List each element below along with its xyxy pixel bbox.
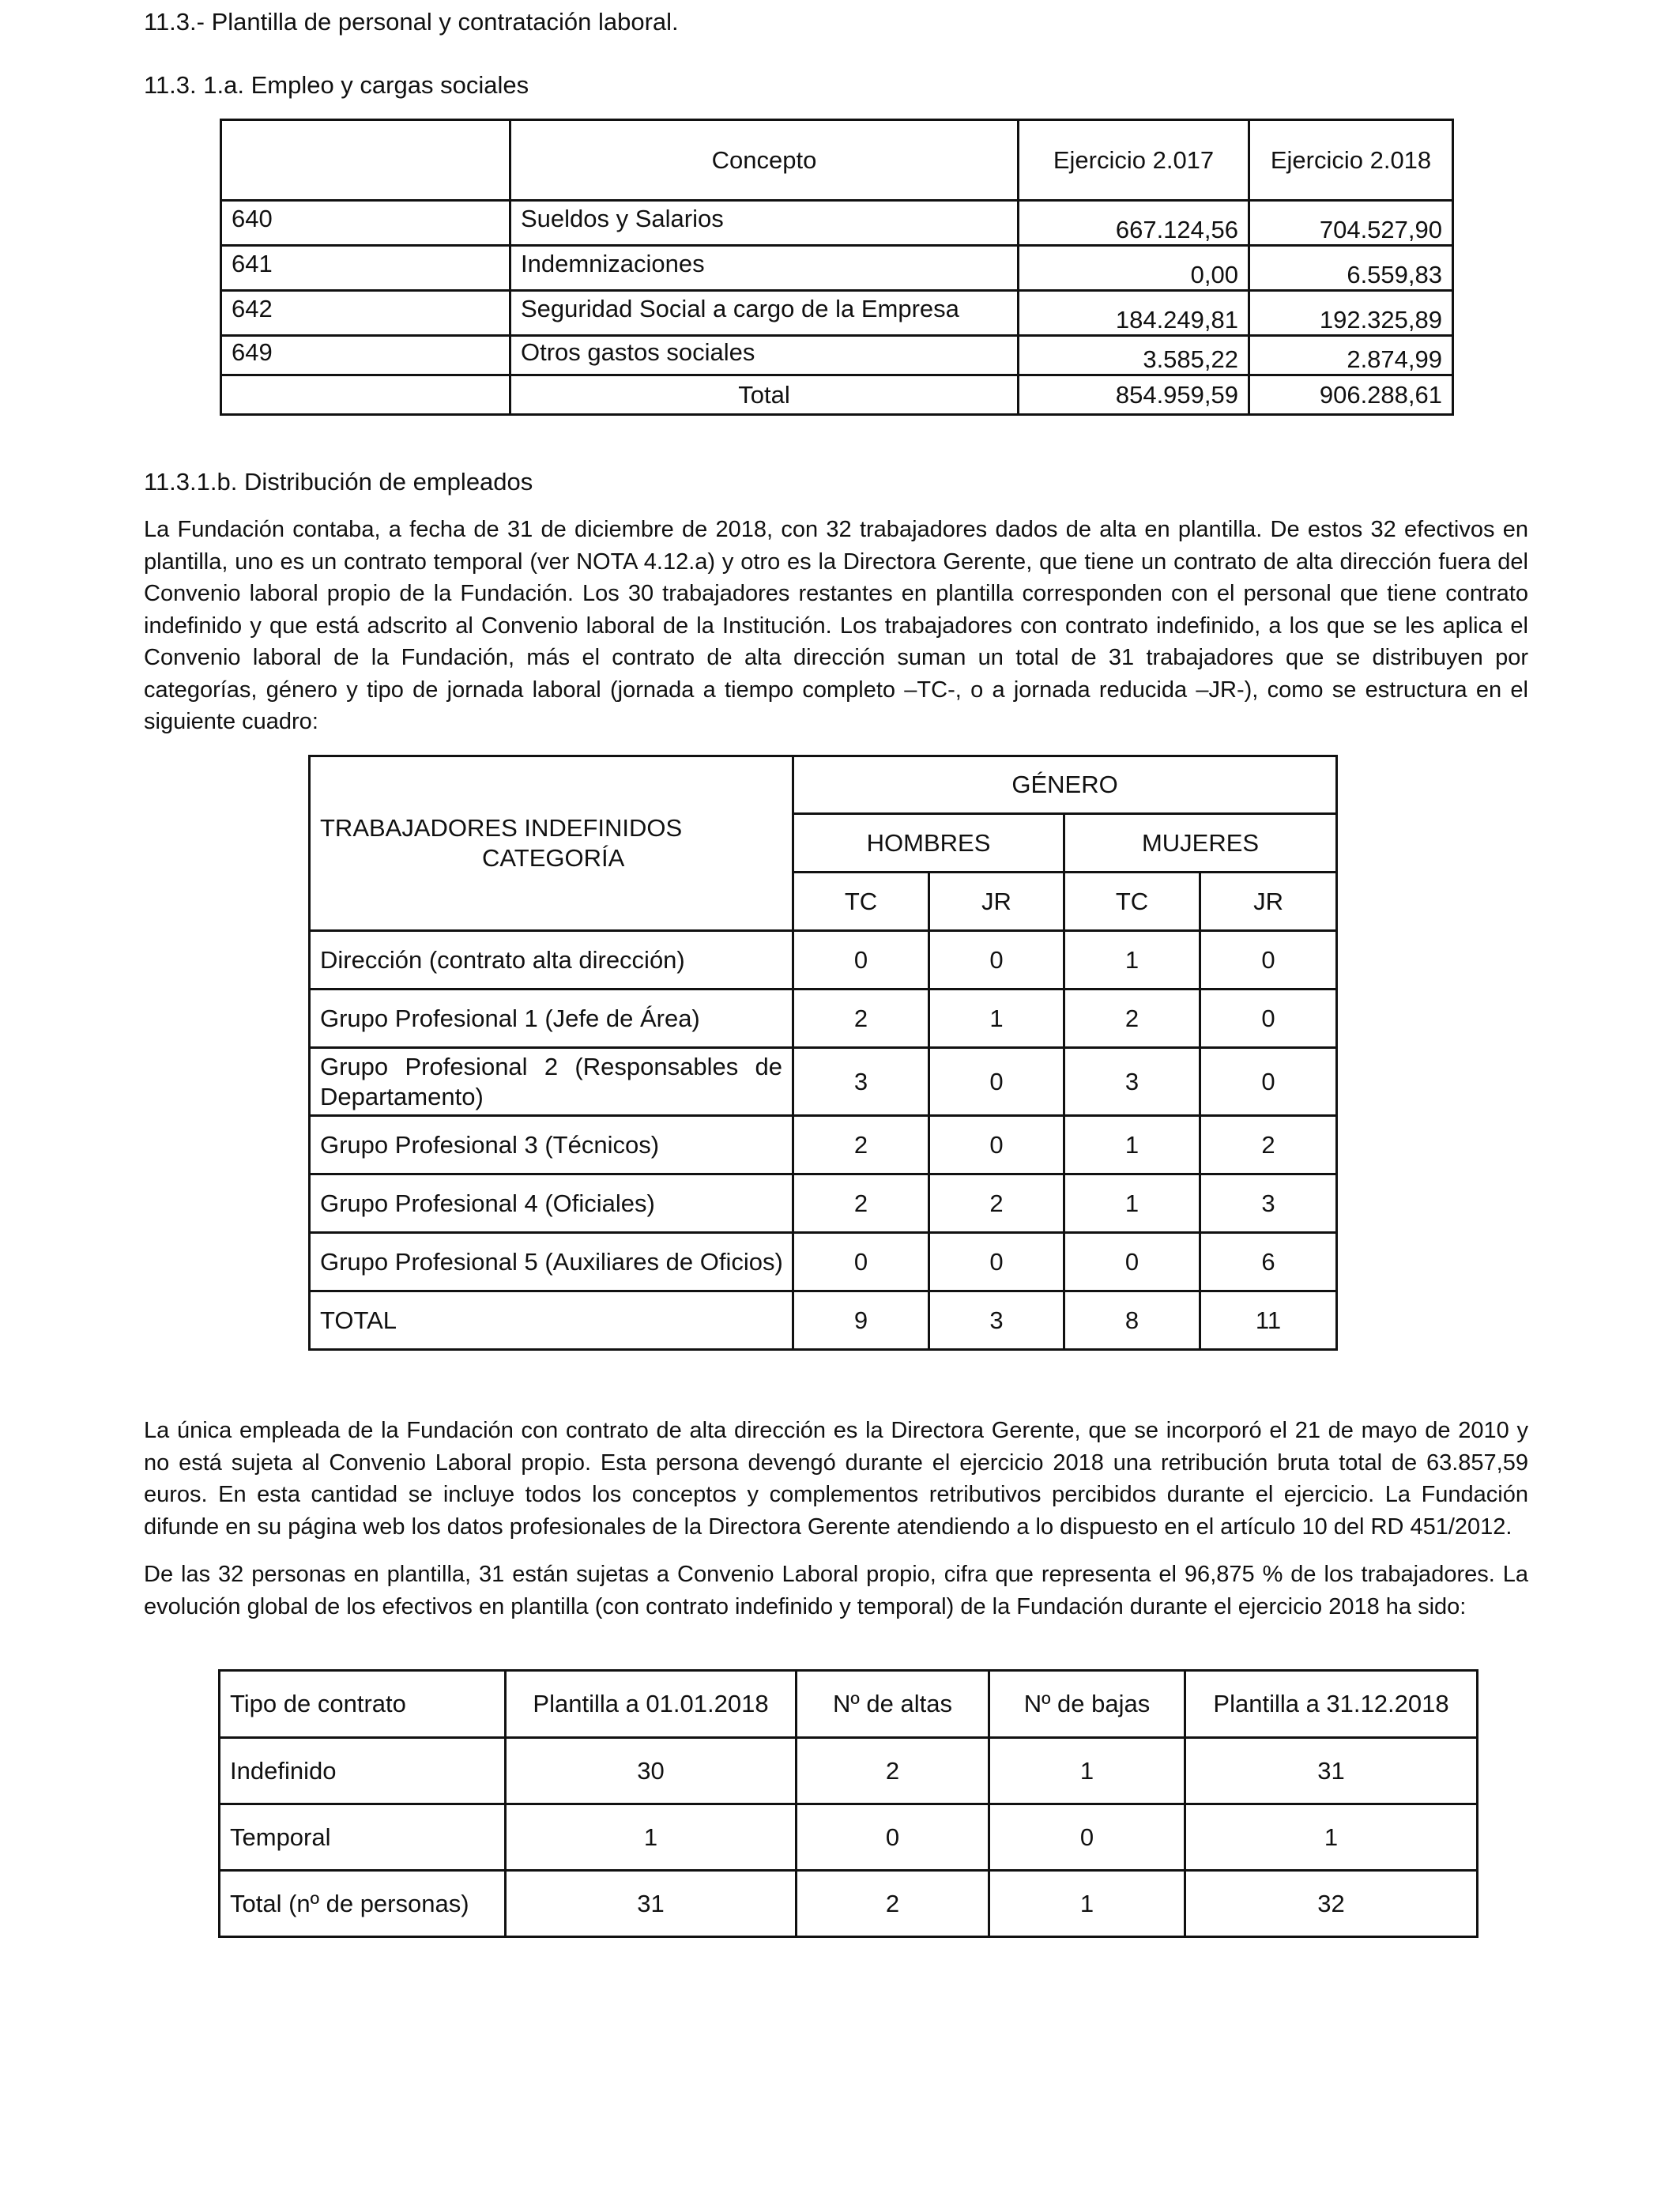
hires-value: 0 <box>797 1804 989 1871</box>
category-label: Grupo Profesional 5 (Auxiliares de Oficios) <box>310 1233 793 1291</box>
value-2017: 184.249,81 <box>1019 291 1249 336</box>
table-row <box>221 291 1453 336</box>
hires-value: 2 <box>797 1738 989 1804</box>
category-header <box>310 756 793 931</box>
total-label: TOTAL <box>310 1291 793 1350</box>
value-2018: 704.527,90 <box>1249 201 1453 246</box>
header-concepto: Concepto <box>510 120 1019 201</box>
value-2018: 2.874,99 <box>1249 336 1453 375</box>
value-2018: 192.325,89 <box>1249 291 1453 336</box>
table-total-row <box>310 1291 1337 1350</box>
women-jr-value: 0 <box>1200 931 1337 990</box>
table-row <box>221 201 1453 246</box>
table-row <box>310 990 1337 1048</box>
women-jr-value: 6 <box>1200 1233 1337 1291</box>
men-jr-value: 0 <box>929 1233 1064 1291</box>
header-contract-type: Tipo de contrato <box>220 1671 506 1738</box>
men-tc-value: 0 <box>793 1233 929 1291</box>
men-tc-value: 2 <box>793 1174 929 1233</box>
table-row <box>220 1738 1478 1804</box>
subsection-heading: 11.3.1.b. Distribución de empleados <box>144 468 533 496</box>
value-2017: 667.124,56 <box>1019 201 1249 246</box>
table-row <box>221 246 1453 291</box>
category-header-line1: TRABAJADORES INDEFINIDOS <box>320 814 683 842</box>
category-label-line2: Departamento) <box>320 1082 484 1110</box>
header-leaves: Nº de bajas <box>989 1671 1185 1738</box>
category-label: Grupo Profesional 3 (Técnicos) <box>310 1116 793 1174</box>
header-hires: Nº de altas <box>797 1671 989 1738</box>
account-code: 640 <box>221 201 510 246</box>
hires-value: 2 <box>797 1871 989 1937</box>
women-jr-value: 2 <box>1200 1116 1337 1174</box>
women-tc-value: 0 <box>1064 1233 1200 1291</box>
women-jr-value: 3 <box>1200 1174 1337 1233</box>
women-jr-value: 0 <box>1200 990 1337 1048</box>
women-jr-value: 0 <box>1200 1048 1337 1116</box>
men-tc-value: 2 <box>793 990 929 1048</box>
category-label: Grupo Profesional 1 (Jefe de Área) <box>310 990 793 1048</box>
total-label: Total <box>510 375 1019 415</box>
men-jr-header: JR <box>929 873 1064 931</box>
women-tc-value: 1 <box>1064 1174 1200 1233</box>
account-code: 642 <box>221 291 510 336</box>
subsection-heading: 11.3. 1.a. Empleo y cargas sociales <box>144 71 529 99</box>
women-header: MUJERES <box>1064 814 1337 873</box>
men-tc-header: TC <box>793 873 929 931</box>
men-header: HOMBRES <box>793 814 1064 873</box>
table-row <box>221 336 1453 375</box>
category-header-line2: CATEGORÍA <box>482 844 625 872</box>
concept-label: Otros gastos sociales <box>510 336 1019 375</box>
men-jr-value: 1 <box>929 990 1064 1048</box>
women-jr-header: JR <box>1200 873 1337 931</box>
concept-label: Sueldos y Salarios <box>510 201 1019 246</box>
leaves-value: 1 <box>989 1738 1185 1804</box>
concept-label: Seguridad Social a cargo de la Empresa <box>510 291 1019 336</box>
leaves-value: 1 <box>989 1871 1185 1937</box>
contract-type-label: Indefinido <box>220 1738 506 1804</box>
end-staff-value: 1 <box>1185 1804 1478 1871</box>
men-tc-value: 3 <box>793 1048 929 1116</box>
total-empty-cell <box>221 375 510 415</box>
header-code <box>221 120 510 201</box>
paragraph-director: La única empleada de la Fundación con contrato de alta dirección es la Directora Gerente, que se incorporó el 21 de mayo de 2010 y no está sujeta al Convenio Laboral propio. Esta persona devengó durante el ejercicio 2018 una retribución bruta total de 63.857,59 euros. En esta cantidad se incluye todos los conceptos y complementos retributivos percibidos durante el ejercicio. La Fundación difunde en su página web los datos profesionales de la Directora Gerente atendiendo a lo dispuesto en el artículo 10 del RD 451/2012. <box>144 1418 1528 1540</box>
table-row <box>310 1233 1337 1291</box>
men-jr-value: 0 <box>929 931 1064 990</box>
women-tc-value: 1 <box>1064 1116 1200 1174</box>
table-total-row <box>221 375 1453 415</box>
expenses-table <box>220 119 1454 416</box>
men-tc-value: 0 <box>793 931 929 990</box>
employees-distribution-table <box>308 755 1338 1351</box>
category-label <box>310 1048 793 1116</box>
header-year-2017: Ejercicio 2.017 <box>1019 120 1249 201</box>
men-tc-total: 9 <box>793 1291 929 1350</box>
value-2017: 0,00 <box>1019 246 1249 291</box>
men-jr-value: 0 <box>929 1048 1064 1116</box>
concept-label: Indemnizaciones <box>510 246 1019 291</box>
men-tc-value: 2 <box>793 1116 929 1174</box>
account-code: 641 <box>221 246 510 291</box>
women-tc-value: 3 <box>1064 1048 1200 1116</box>
account-code: 649 <box>221 336 510 375</box>
end-staff-value: 32 <box>1185 1871 1478 1937</box>
women-tc-value: 1 <box>1064 931 1200 990</box>
header-start-staff: Plantilla a 01.01.2018 <box>506 1671 797 1738</box>
section-heading: 11.3.- Plantilla de personal y contratación laboral. <box>144 8 679 36</box>
contract-type-label: Temporal <box>220 1804 506 1871</box>
value-2017: 3.585,22 <box>1019 336 1249 375</box>
table-total-row <box>220 1871 1478 1937</box>
category-label: Dirección (contrato alta dirección) <box>310 931 793 990</box>
contract-type-label: Total (nº de personas) <box>220 1871 506 1937</box>
start-staff-value: 1 <box>506 1804 797 1871</box>
header-year-2018: Ejercicio 2.018 <box>1249 120 1453 201</box>
table-header-row <box>220 1671 1478 1738</box>
total-2018: 906.288,61 <box>1249 375 1453 415</box>
table-row <box>310 1048 1337 1116</box>
gender-header: GÉNERO <box>793 756 1337 814</box>
start-staff-value: 30 <box>506 1738 797 1804</box>
table-row <box>220 1804 1478 1871</box>
table-header-row <box>221 120 1453 201</box>
category-label-line1: Grupo Profesional 2 (Responsables de <box>320 1052 782 1080</box>
leaves-value: 0 <box>989 1804 1185 1871</box>
category-label: Grupo Profesional 4 (Oficiales) <box>310 1174 793 1233</box>
start-staff-value: 31 <box>506 1871 797 1937</box>
men-jr-value: 0 <box>929 1116 1064 1174</box>
table-row <box>310 1116 1337 1174</box>
staff-evolution-table <box>218 1669 1478 1938</box>
value-2018: 6.559,83 <box>1249 246 1453 291</box>
women-tc-total: 8 <box>1064 1291 1200 1350</box>
total-2017: 854.959,59 <box>1019 375 1249 415</box>
women-tc-value: 2 <box>1064 990 1200 1048</box>
table-row <box>310 1174 1337 1233</box>
header-end-staff: Plantilla a 31.12.2018 <box>1185 1671 1478 1738</box>
paragraph-distribution: La Fundación contaba, a fecha de 31 de diciembre de 2018, con 32 trabajadores dados de alta en plantilla. De estos 32 efectivos en plantilla, uno es un contrato temporal (ver NOTA 4.12.a) y otro es la Directora Gerente, que tiene un contrato de alta dirección fuera del Convenio laboral propio de la Fundación. Los 30 trabajadores restantes en plantilla corresponden con el personal que tiene contrato indefinido y que está adscrito al Convenio laboral de la Institución. Los trabajadores con contrato indefinido, a los que se les aplica el Convenio laboral de la Fundación, más el contrato de alta dirección suman un total de 31 trabajadores que se distribuyen por categorías, género y tipo de jornada laboral (jornada a tiempo completo –TC-, o a jornada reducida –JR-), como se estructura en el siguiente cuadro: <box>144 517 1528 734</box>
men-jr-value: 2 <box>929 1174 1064 1233</box>
end-staff-value: 31 <box>1185 1738 1478 1804</box>
table-row <box>310 931 1337 990</box>
women-tc-header: TC <box>1064 873 1200 931</box>
paragraph-evolution: De las 32 personas en plantilla, 31 están sujetas a Convenio Laboral propio, cifra que representa el 96,875 % de los trabajadores. La evolución global de los efectivos en plantilla (con contrato indefinido y temporal) de la Fundación durante el ejercicio 2018 ha sido: <box>144 1562 1528 1619</box>
women-jr-total: 11 <box>1200 1291 1337 1350</box>
men-jr-total: 3 <box>929 1291 1064 1350</box>
